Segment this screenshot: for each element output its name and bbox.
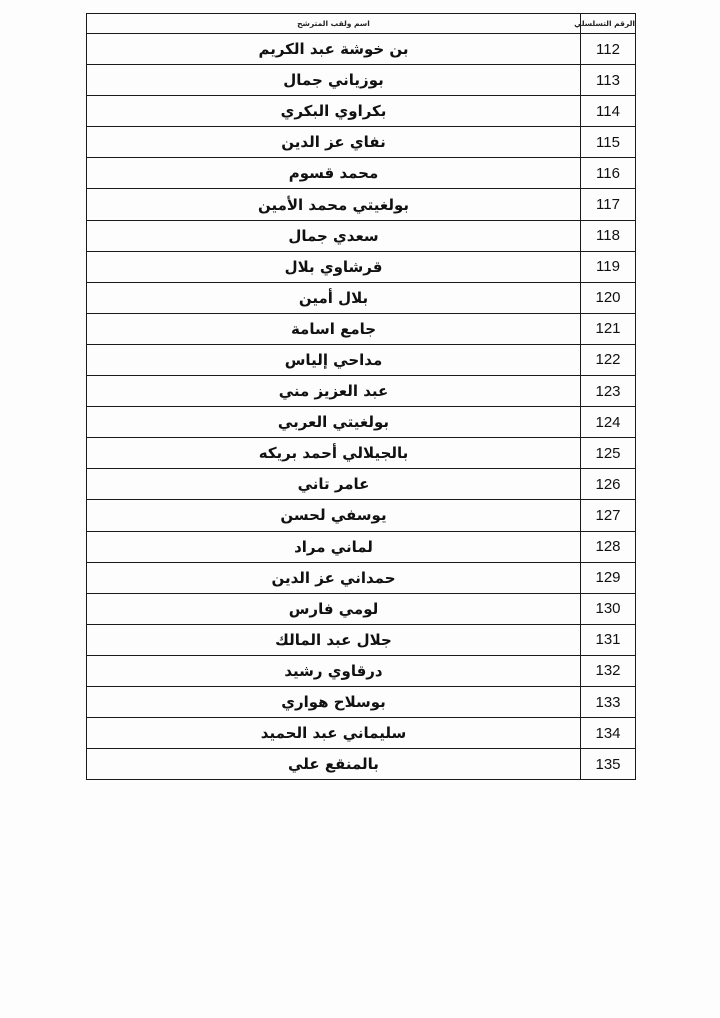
candidate-name-cell: جامع اسامة — [87, 313, 581, 344]
table-row — [87, 282, 636, 313]
serial-number-cell: 132 — [581, 655, 636, 686]
serial-number-cell: 123 — [581, 376, 636, 407]
table-row — [87, 749, 636, 780]
serial-number-cell: 131 — [581, 624, 636, 655]
table-row — [87, 438, 636, 469]
candidate-name-cell: بوزياني جمال — [87, 65, 581, 96]
table-row — [87, 344, 636, 375]
table-row — [87, 376, 636, 407]
serial-number-cell: 114 — [581, 96, 636, 127]
candidate-name-cell: سعدي جمال — [87, 220, 581, 251]
candidates-table — [86, 13, 636, 780]
candidate-name-cell: بكراوي البكري — [87, 96, 581, 127]
serial-number-cell: 115 — [581, 127, 636, 158]
serial-number-cell: 118 — [581, 220, 636, 251]
table-body — [87, 34, 636, 780]
table-row — [87, 34, 636, 65]
candidate-name-cell: سليماني عبد الحميد — [87, 718, 581, 749]
table-row — [87, 593, 636, 624]
candidate-name-cell: حمداني عز الدين — [87, 562, 581, 593]
serial-number-cell: 126 — [581, 469, 636, 500]
serial-number-cell: 120 — [581, 282, 636, 313]
candidate-name-cell: عبد العزيز مني — [87, 376, 581, 407]
table-row — [87, 531, 636, 562]
table-row — [87, 655, 636, 686]
table-row — [87, 251, 636, 282]
table-row — [87, 220, 636, 251]
candidate-name-cell: عامر تاني — [87, 469, 581, 500]
candidate-name-cell: قرشاوي بلال — [87, 251, 581, 282]
serial-number-cell: 134 — [581, 718, 636, 749]
table-row — [87, 469, 636, 500]
candidate-name-cell: بولغيتي محمد الأمين — [87, 189, 581, 220]
serial-number-cell: 117 — [581, 189, 636, 220]
serial-number-cell: 113 — [581, 65, 636, 96]
table-row — [87, 158, 636, 189]
candidate-name-cell: بالجيلالي أحمد بريكه — [87, 438, 581, 469]
serial-number-cell: 129 — [581, 562, 636, 593]
serial-number-cell: 119 — [581, 251, 636, 282]
table-row — [87, 407, 636, 438]
candidate-name-cell: مداحي إلياس — [87, 344, 581, 375]
candidate-name-cell: يوسفي لحسن — [87, 500, 581, 531]
candidate-name-cell: بالمنقع علي — [87, 749, 581, 780]
serial-number-cell: 125 — [581, 438, 636, 469]
serial-number-cell: 124 — [581, 407, 636, 438]
serial-number-cell: 112 — [581, 34, 636, 65]
candidate-name-cell: لماني مراد — [87, 531, 581, 562]
candidate-name-cell: درقاوي رشيد — [87, 655, 581, 686]
table-row — [87, 96, 636, 127]
table-row — [87, 562, 636, 593]
header-serial-number: الرقم التسلسلي — [581, 14, 636, 34]
table-row — [87, 500, 636, 531]
candidate-name-cell: نفاي عز الدين — [87, 127, 581, 158]
table-row — [87, 313, 636, 344]
table-row — [87, 65, 636, 96]
table-header-row — [87, 14, 636, 34]
serial-number-cell: 135 — [581, 749, 636, 780]
serial-number-cell: 122 — [581, 344, 636, 375]
candidate-name-cell: بولغيتي العربي — [87, 407, 581, 438]
table-row — [87, 624, 636, 655]
table-row — [87, 686, 636, 717]
candidate-name-cell: لومي فارس — [87, 593, 581, 624]
serial-number-cell: 130 — [581, 593, 636, 624]
serial-number-cell: 116 — [581, 158, 636, 189]
candidate-name-cell: محمد قسوم — [87, 158, 581, 189]
candidate-name-cell: بلال أمين — [87, 282, 581, 313]
candidate-name-cell: بوسلاح هواري — [87, 686, 581, 717]
table-row — [87, 718, 636, 749]
serial-number-cell: 128 — [581, 531, 636, 562]
serial-number-cell: 121 — [581, 313, 636, 344]
candidate-name-cell: جلال عبد المالك — [87, 624, 581, 655]
table-row — [87, 127, 636, 158]
serial-number-cell: 127 — [581, 500, 636, 531]
header-candidate-name: اسم ولقب المترشح — [87, 14, 581, 34]
table-row — [87, 189, 636, 220]
candidate-name-cell: بن خوشة عبد الكريم — [87, 34, 581, 65]
serial-number-cell: 133 — [581, 686, 636, 717]
